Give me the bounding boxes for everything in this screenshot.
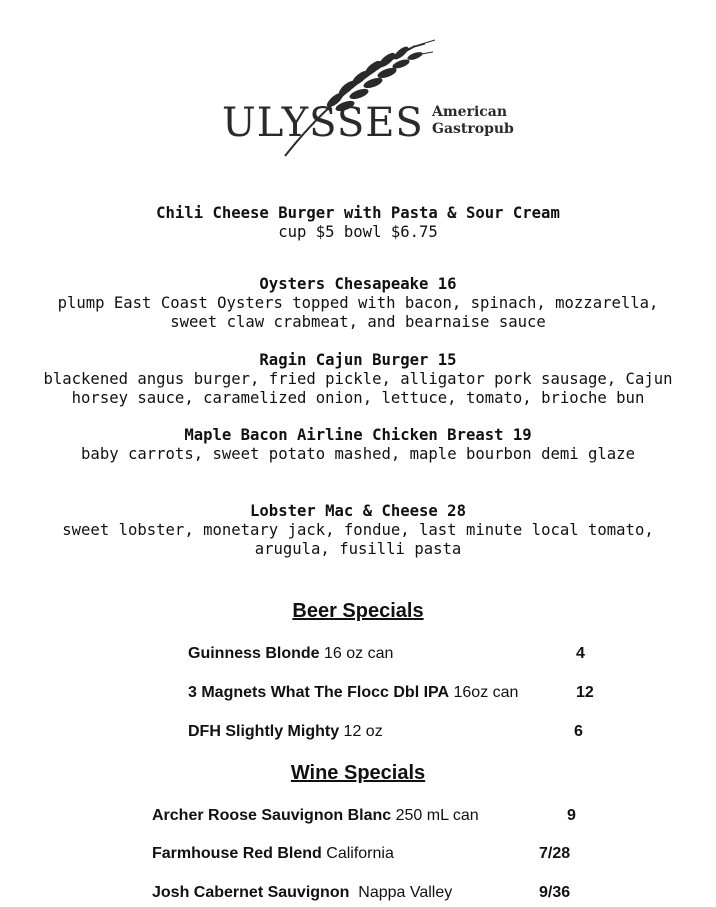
special-title: Lobster Mac & Cheese 28 — [250, 502, 466, 520]
special-desc: cup $5 bowl $6.75 — [278, 223, 438, 241]
special-item — [0, 502, 716, 559]
special-desc: blackened angus burger, fried pickle, alligator pork sausage, Cajun — [43, 370, 673, 388]
special-desc: baby carrots, sweet potato mashed, maple bourbon demi glaze — [81, 445, 635, 463]
special-title: Maple Bacon Airline Chicken Breast 19 — [184, 426, 532, 444]
beer-name: DFH Slightly Mighty — [188, 723, 340, 740]
special-desc: arugula, fusilli pasta — [254, 540, 462, 558]
wine-detail: Nappa Valley — [349, 884, 453, 901]
beer-detail: 16 oz can — [319, 645, 394, 662]
wine-price: 7/28 — [539, 845, 571, 862]
beer-name: 3 Magnets What The Flocc Dbl IPA — [188, 684, 450, 701]
beer-item — [188, 645, 393, 663]
wine-specials-heading: Wine Specials — [290, 762, 426, 784]
special-item — [0, 426, 716, 464]
restaurant-logo — [220, 38, 530, 160]
beer-item — [188, 723, 383, 741]
wine-item — [152, 807, 479, 825]
wine-price: 9 — [567, 807, 576, 824]
wine-item — [152, 845, 394, 863]
special-title: Oysters Chesapeake 16 — [259, 275, 457, 293]
beer-detail: 16oz can — [449, 684, 519, 701]
beer-item — [188, 684, 518, 702]
wine-name: Archer Roose Sauvignon Blanc — [152, 807, 392, 824]
logo-tagline-2: Gastropub — [432, 121, 514, 137]
special-item — [0, 204, 716, 242]
beer-detail: 12 oz — [339, 723, 383, 740]
special-item — [0, 275, 716, 332]
beer-specials-heading: Beer Specials — [292, 600, 424, 622]
beer-price: 4 — [576, 645, 585, 662]
wine-item — [152, 884, 452, 902]
logo-tagline-1: American — [432, 104, 508, 120]
beer-name: Guinness Blonde — [188, 645, 320, 662]
wine-detail: California — [321, 845, 394, 862]
wine-detail: 250 mL can — [391, 807, 479, 824]
wine-price: 9/36 — [539, 884, 571, 901]
special-desc: sweet claw crabmeat, and bearnaise sauce — [170, 313, 546, 331]
special-desc: sweet lobster, monetary jack, fondue, last minute local tomato, — [62, 521, 654, 539]
special-title: Ragin Cajun Burger 15 — [259, 351, 457, 369]
logo-name: ULYSSES — [222, 100, 424, 146]
wine-name: Josh Cabernet Sauvignon — [152, 884, 350, 901]
beer-price: 6 — [574, 723, 583, 740]
special-item — [0, 351, 716, 408]
beer-price: 12 — [576, 684, 594, 701]
logo-tagline — [432, 104, 514, 138]
wine-name: Farmhouse Red Blend — [152, 845, 322, 862]
special-desc: horsey sauce, caramelized onion, lettuce, tomato, brioche bun — [71, 389, 645, 407]
special-title: Chili Cheese Burger with Pasta & Sour Cream — [156, 204, 560, 222]
special-desc: plump East Coast Oysters topped with bacon, spinach, mozzarella, — [57, 294, 659, 312]
